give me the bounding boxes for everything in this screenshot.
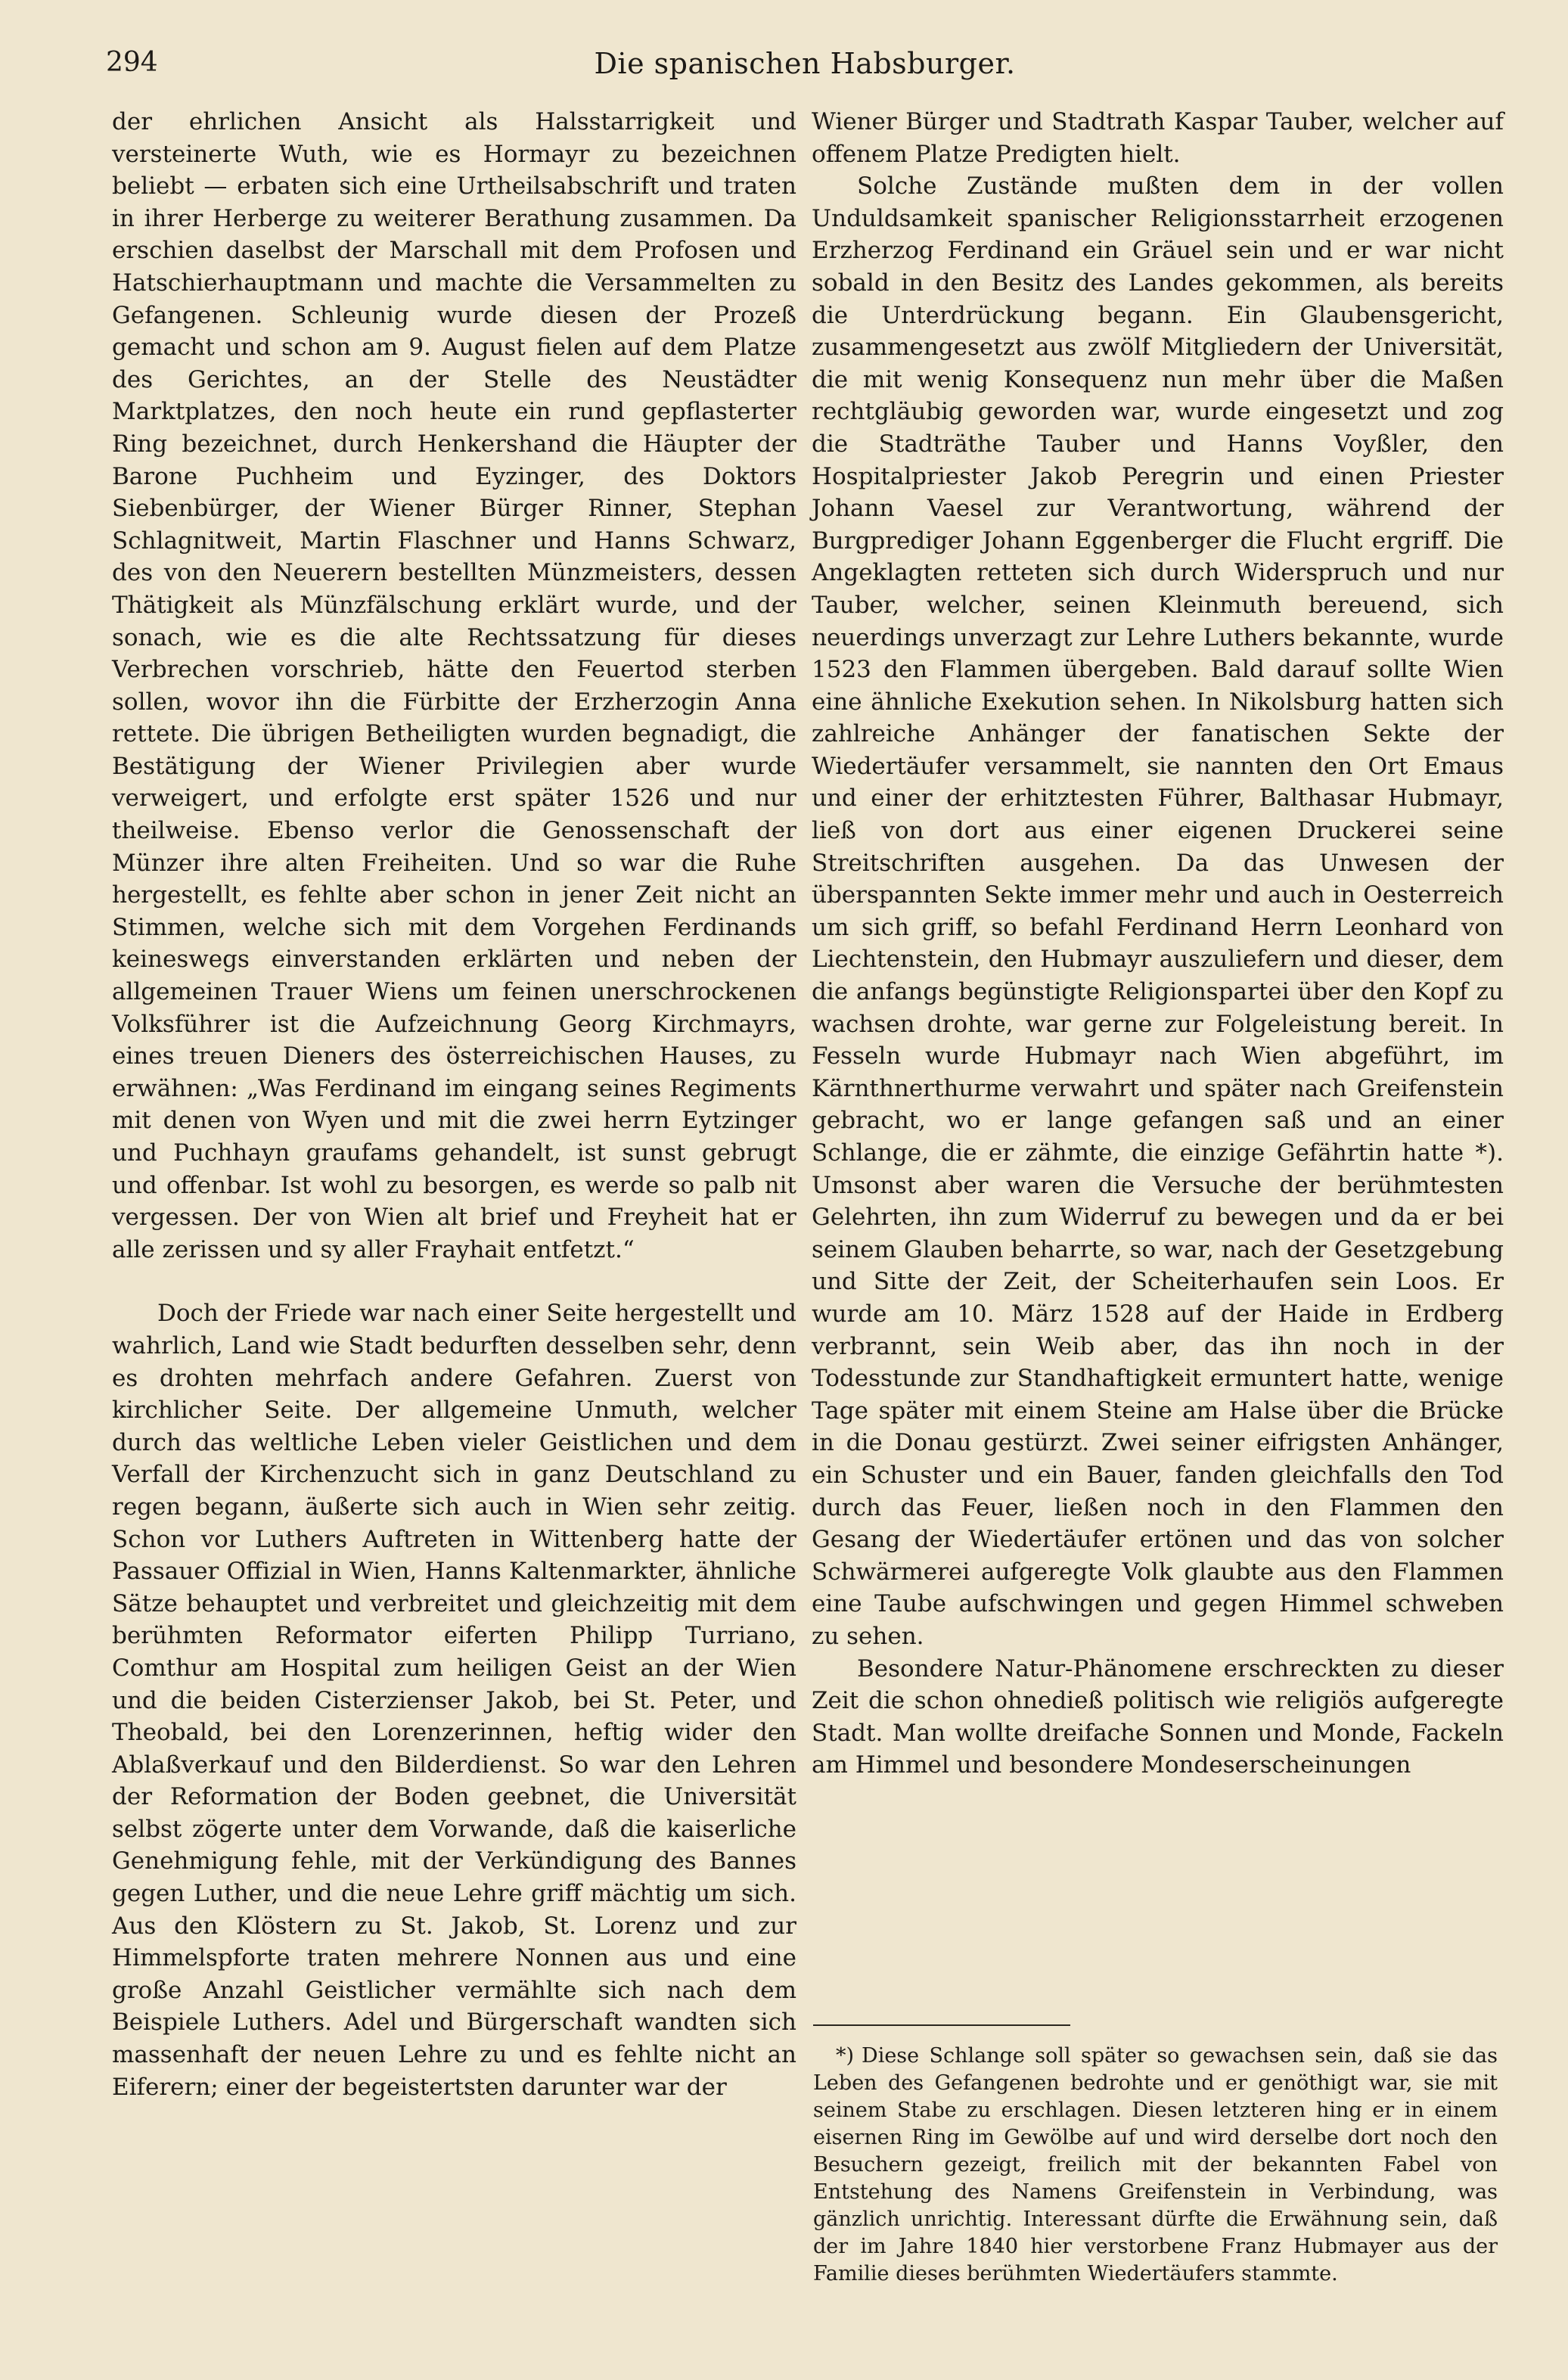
- paragraph: Wiener Bürger und Stadtrath Kaspar Tauber, welcher auf offenem Platze Predigten hielt.: [812, 108, 1504, 168]
- page-header: [106, 39, 1504, 85]
- column-gutter: [785, 106, 786, 2353]
- footnote-text: Diese Schlange soll später so gewachsen sein, daß sie das Leben des Gefangenen bedrohte und er genöthigt war, sie mit seinem Stabe zu erschlagen. Diesen letzteren hing er in einem eisernen Ring im Gewölbe auf und wird derselbe dort noch den Besuchern gezeigt, freilich mit der bekannten Fabel von Entstehung des Namens Greifenstein in Verbindung, was gänzlich unrichtig. Interessant dürfte die Erwähnung sein, daß der im Jahre 1840 hier verstorbene Franz Hubmayer aus der Familie dieses berühmten Wiedertäufers stammte.: [813, 2044, 1498, 2285]
- footnote: [813, 2043, 1498, 2288]
- left-column: [112, 106, 796, 2103]
- page-number: 294: [106, 47, 158, 78]
- running-title: Die spanischen Habsburger.: [594, 47, 1016, 80]
- paragraph: Doch der Friede war nach einer Seite hergestellt und wahrlich, Land wie Stadt bedurften desselben sehr, denn es drohten mehrfach andere Gefahren. Zuerst von kirchlicher Seite. Der allgemeine Unmuth, welcher durch das weltliche Leben vieler Geistlichen und dem Verfall der Kirchenzucht sich in ganz Deutschland zu regen begann, äußerte sich auch in Wien sehr zeitig. Schon vor Luthers Auftreten in Wittenberg hatte der Passauer Offizial in Wien, Hanns Kaltenmarkter, ähnliche Sätze behauptet und verbreitet und gleichzeitig mit dem berühmten Reformator eiferten Philipp Turriano, Comthur am Hospital zum heiligen Geist an der Wien und die beiden Cisterzienser Jakob, bei St. Peter, und Theobald, bei den Lorenzerinnen, heftig wider den Ablaßverkauf und den Bilderdienst. So war den Lehren der Reformation der Boden geebnet, die Universität selbst zögerte unter dem Vorwande, daß die kaiserliche Genehmigung fehle, mit der Verkündigung des Bannes gegen Luther, und die neue Lehre griff mächtig um sich. Aus den Klöstern zu St. Jakob, St. Lorenz und zur Himmelspforte traten mehrere Nonnen aus und eine große Anzahl Geistlicher vermählte sich nach dem Beispiele Luthers. Adel und Bürgerschaft wandten sich massenhaft der neuen Lehre zu und es fehlte nicht an Eiferern; einer der begeistertsten darunter war der: [112, 1300, 796, 2101]
- footnote-mark: *): [836, 2044, 855, 2068]
- header-rule: [106, 89, 1504, 90]
- right-column: [812, 106, 1504, 1782]
- paragraph: Besondere Natur-Phänomene erschreckten zu dieser Zeit die schon ohnedieß politisch wie religiös aufgeregte Stadt. Man wollte dreifache Sonnen und Monde, Fackeln am Himmel und besondere Mondeserscheinungen: [812, 1655, 1504, 1779]
- paragraph: der ehrlichen Ansicht als Halsstarrigkeit und versteinerte Wuth, wie es Hormayr zu bezeichnen beliebt — erbaten sich eine Urtheilsabschrift und traten in ihrer Herberge zu weiterer Berathung zusammen. Da erschien daselbst der Marschall mit dem Profosen und Hatschierhauptmann und machte die Versammelten zu Gefangenen. Schleunig wurde diesen der Prozeß gemacht und schon am 9. August fielen auf dem Platze des Gerichtes, an der Stelle des Neustädter Marktplatzes, den noch heute ein rund gepflasterter Ring bezeichnet, durch Henkershand die Häupter der Barone Puchheim und Eyzinger, des Doktors Siebenbürger, der Wiener Bürger Rinner, Stephan Schlagnitweit, Martin Flaschner und Hanns Schwarz, des von den Neuerern bestellten Münzmeisters, dessen Thätigkeit als Münzfälschung erklärt wurde, und der sonach, wie es die alte Rechtssatzung für dieses Verbrechen vorschrieb, hätte den Feuertod sterben sollen, wovor ihn die Fürbitte der Erzherzogin Anna rettete. Die übrigen Betheiligten wurden begnadigt, die Bestätigung der Wiener Privilegien aber wurde verweigert, und erfolgte erst später 1526 und nur theilweise. Ebenso verlor die Genossenschaft der Münzer ihre alten Freiheiten. Und so war die Ruhe hergestellt, es fehlte aber schon in jener Zeit nicht an Stimmen, welche sich mit dem Vorgehen Ferdinands keineswegs einverstanden erklärten und neben der allgemeinen Trauer Wiens um feinen unerschrockenen Volksführer ist die Aufzeichnung Georg Kirchmayrs, eines treuen Dieners des österreichischen Hauses, zu erwähnen: „Was Ferdinand im eingang seines Regiments mit denen von Wyen und mit die zwei herrn Eytzinger und Puchhayn graufams gehandelt, ist sunst gebrugt und offenbar. Ist wohl zu besorgen, es werde so palb nit vergessen. Der von Wien alt brief und Freyheit hat er alle zerissen und sy aller Frayhait entfetzt.“: [112, 108, 796, 1263]
- footnote-rule: [813, 2024, 1070, 2026]
- paragraph: Solche Zustände mußten dem in der vollen Unduldsamkeit spanischer Religionsstarrheit erzogenen Erzherzog Ferdinand ein Gräuel sein und er war nicht sobald in den Besitz des Landes gekommen, als bereits die Unterdrückung begann. Ein Glaubensgericht, zusammengesetzt aus zwölf Mitgliedern der Universität, die mit wenig Konsequenz nun mehr über die Maßen rechtgläubig geworden war, wurde eingesetzt und zog die Stadträthe Tauber und Hanns Voyßler, den Hospitalpriester Jakob Peregrin und einen Priester Johann Vaesel zur Verantwortung, während der Burgprediger Johann Eggenberger die Flucht ergriff. Die Angeklagten retteten sich durch Widerspruch und nur Tauber, welcher, seinen Kleinmuth bereuend, sich neuerdings unverzagt zur Lehre Luthers bekannte, wurde 1523 den Flammen übergeben. Bald darauf sollte Wien eine ähnliche Exekution sehen. In Nikolsburg hatten sich zahlreiche Anhänger der fanatischen Sekte der Wiedertäufer versammelt, sie nannten den Ort Emaus und einer der erhitztesten Führer, Balthasar Hubmayr, ließ von dort aus einer eigenen Druckerei seine Streitschriften ausgehen. Da das Unwesen der überspannten Sekte immer mehr und auch in Oesterreich um sich griff, so befahl Ferdinand Herrn Leonhard von Liechtenstein, den Hubmayr auszuliefern und dieser, dem die anfangs begünstigte Religionspartei über den Kopf zu wachsen drohte, war gerne zur Folgeleistung bereit. In Fesseln wurde Hubmayr nach Wien abgeführt, im Kärnthnerthurme verwahrt und später nach Greifenstein gebracht, wo er lange gefangen saß und an einer Schlange, die er zähmte, die einzige Gefährtin hatte *). Umsonst aber waren die Versuche der berühmtesten Gelehrten, ihn zum Widerruf zu bewegen und da er bei seinem Glauben beharrte, so war, nach der Gesetzgebung und Sitte der Zeit, der Scheiterhaufen sein Loos. Er wurde am 10. März 1528 auf der Haide in Erdberg verbrannt, sein Weib aber, das ihn noch in der Todesstunde zur Standhaftigkeit ermuntert hatte, wenige Tage später mit einem Steine am Halse über die Brücke in die Donau gestürzt. Zwei seiner eifrigsten Anhänger, ein Schuster und ein Bauer, fanden gleichfalls den Tod durch das Feuer, ließen noch in den Flammen den Gesang der Wiedertäufer ertönen und das von solcher Schwärmerei aufgeregte Volk glaubte aus den Flammen eine Taube aufschwingen und gegen Himmel schweben zu sehen.: [812, 172, 1504, 1650]
